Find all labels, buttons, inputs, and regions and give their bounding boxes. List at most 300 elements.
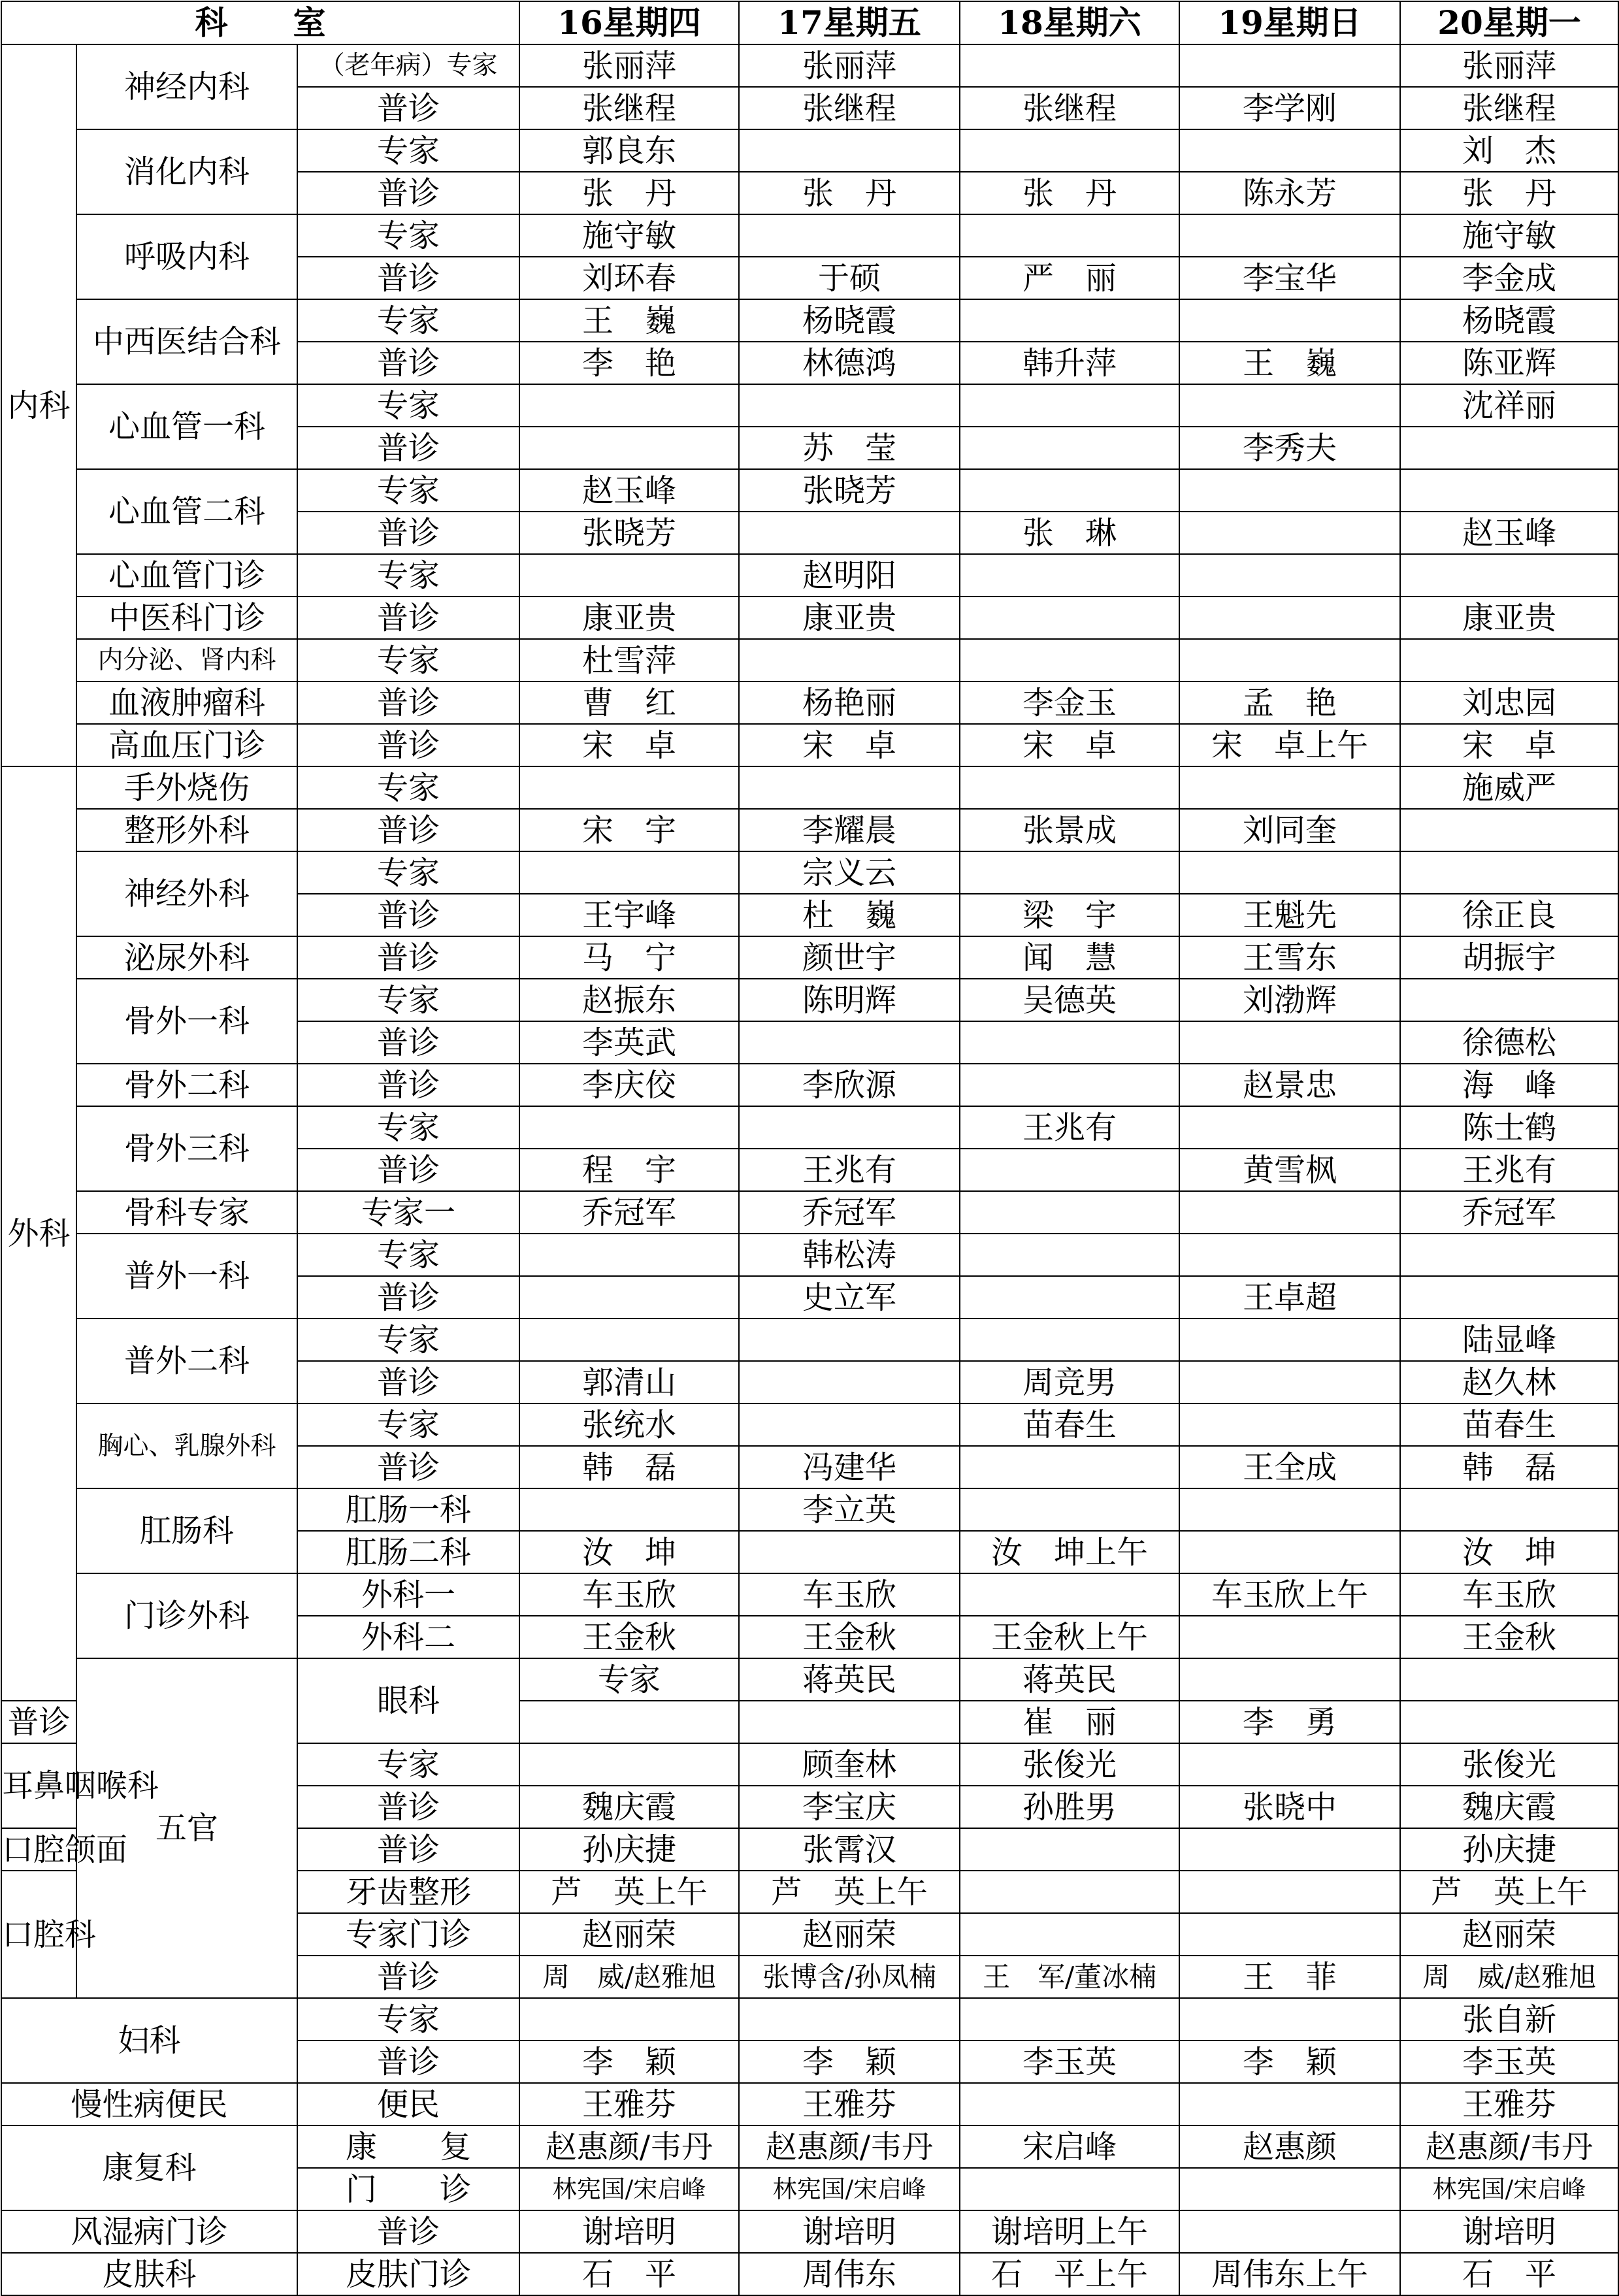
department-cell: 门诊外科 xyxy=(76,1573,297,1658)
doctor-cell xyxy=(960,129,1179,172)
schedule-body xyxy=(1,44,1618,2295)
doctor-cell: 王兆有 xyxy=(739,1149,960,1191)
doctor-cell xyxy=(739,1531,960,1573)
clinic-type-cell: 外科二 xyxy=(297,1616,519,1658)
doctor-cell xyxy=(519,1106,739,1149)
doctor-cell xyxy=(960,1828,1179,1871)
doctor-cell: 李宝庆 xyxy=(739,1786,960,1828)
doctor-cell: 李立英 xyxy=(739,1488,960,1531)
doctor-cell: 赵丽荣 xyxy=(739,1913,960,1956)
table-row xyxy=(1,1658,1618,1701)
doctor-cell xyxy=(1179,2083,1400,2125)
clinic-type-cell: 普诊 xyxy=(297,724,519,766)
doctor-cell xyxy=(1400,1701,1618,1743)
doctor-cell xyxy=(960,1913,1179,1956)
doctor-cell xyxy=(1179,299,1400,342)
table-row xyxy=(1,851,1618,894)
doctor-cell xyxy=(519,554,739,597)
doctor-cell xyxy=(960,1234,1179,1276)
doctor-cell xyxy=(519,1276,739,1319)
doctor-cell: 李耀晨 xyxy=(739,809,960,851)
doctor-cell xyxy=(1400,1276,1618,1319)
doctor-cell: 芦 英上午 xyxy=(739,1871,960,1913)
doctor-cell xyxy=(519,384,739,427)
table-row xyxy=(1,2210,1618,2253)
doctor-cell: 张 琳 xyxy=(960,512,1179,554)
department-cell: 神经外科 xyxy=(76,851,297,936)
doctor-cell: 宋 卓 xyxy=(960,724,1179,766)
clinic-type-cell: 专家 xyxy=(297,1319,519,1361)
doctor-cell: 乔冠军 xyxy=(519,1191,739,1234)
doctor-cell xyxy=(739,1403,960,1446)
department-cell: 整形外科 xyxy=(76,809,297,851)
department-cell: 泌尿外科 xyxy=(76,936,297,979)
doctor-cell: 刘环春 xyxy=(519,257,739,299)
table-row xyxy=(1,724,1618,766)
table-row xyxy=(1,384,1618,427)
header-day-3: 18星期六 xyxy=(960,1,1179,44)
doctor-cell: 刘 杰 xyxy=(1400,129,1618,172)
department-cell: 手外烧伤 xyxy=(76,766,297,809)
doctor-cell: 王金秋 xyxy=(739,1616,960,1658)
department-cell: 高血压门诊 xyxy=(76,724,297,766)
doctor-cell xyxy=(1179,512,1400,554)
doctor-cell xyxy=(1400,1658,1618,1701)
doctor-cell: 孙胜男 xyxy=(960,1786,1179,1828)
clinic-type-cell: 牙齿整形 xyxy=(297,1871,519,1913)
clinic-type-cell: 普诊 xyxy=(297,427,519,469)
doctor-cell xyxy=(1400,639,1618,681)
doctor-cell: 谢培明上午 xyxy=(960,2210,1179,2253)
clinic-type-cell: 普诊 xyxy=(297,2210,519,2253)
doctor-cell: 蒋英民 xyxy=(960,1658,1179,1701)
clinic-type-cell: 普诊 xyxy=(297,87,519,129)
clinic-type-cell: 普诊 xyxy=(297,257,519,299)
doctor-cell: 芦 英上午 xyxy=(519,1871,739,1913)
doctor-cell xyxy=(1179,1488,1400,1531)
header-dept: 科 室 xyxy=(1,1,519,44)
doctor-cell: 李秀夫 xyxy=(1179,427,1400,469)
department-cell: 耳鼻咽喉科 xyxy=(1,1743,76,1828)
department-cell: 普外二科 xyxy=(76,1319,297,1403)
doctor-cell xyxy=(1179,1191,1400,1234)
doctor-cell: 宗义云 xyxy=(739,851,960,894)
department-cell: 骨外二科 xyxy=(76,1064,297,1106)
clinic-type-cell: 专家 xyxy=(297,214,519,257)
doctor-cell: 林德鸿 xyxy=(739,342,960,384)
clinic-type-cell: 专家 xyxy=(297,554,519,597)
doctor-cell: 李庆佼 xyxy=(519,1064,739,1106)
doctor-cell xyxy=(960,1998,1179,2041)
header-day-4: 19星期日 xyxy=(1179,1,1400,44)
doctor-cell: 王全成 xyxy=(1179,1446,1400,1488)
doctor-cell xyxy=(739,1319,960,1361)
doctor-cell: 王 菲 xyxy=(1179,1956,1400,1998)
header-day-1: 16星期四 xyxy=(519,1,739,44)
doctor-cell: 张俊光 xyxy=(1400,1743,1618,1786)
category-cell: 外科 xyxy=(1,766,76,1701)
doctor-cell xyxy=(1400,809,1618,851)
doctor-cell: 张晓中 xyxy=(1179,1786,1400,1828)
doctor-cell: 周伟东上午 xyxy=(1179,2253,1400,2295)
doctor-cell: 周竞男 xyxy=(960,1361,1179,1403)
clinic-type-cell: 肛肠二科 xyxy=(297,1531,519,1573)
doctor-cell xyxy=(739,639,960,681)
doctor-cell: 徐正良 xyxy=(1400,894,1618,936)
doctor-cell xyxy=(1400,979,1618,1021)
doctor-cell xyxy=(1179,2168,1400,2210)
doctor-cell xyxy=(739,1998,960,2041)
doctor-cell: 赵玉峰 xyxy=(1400,512,1618,554)
doctor-cell: 陈明辉 xyxy=(739,979,960,1021)
clinic-type-cell: 普诊 xyxy=(297,1828,519,1871)
doctor-cell xyxy=(519,1319,739,1361)
doctor-cell xyxy=(1179,639,1400,681)
doctor-cell: 杨晓霞 xyxy=(739,299,960,342)
doctor-cell: 李 颖 xyxy=(519,2041,739,2083)
clinic-type-cell: 专家 xyxy=(297,1106,519,1149)
doctor-cell xyxy=(960,766,1179,809)
table-row xyxy=(1,1403,1618,1446)
clinic-type-cell: 普诊 xyxy=(297,597,519,639)
doctor-cell: 周伟东 xyxy=(739,2253,960,2295)
clinic-schedule-table xyxy=(1,1,1619,2296)
doctor-cell xyxy=(739,512,960,554)
doctor-cell: 杨艳丽 xyxy=(739,681,960,724)
clinic-type-cell: （老年病）专家 xyxy=(297,44,519,87)
doctor-cell: 林宪国/宋启峰 xyxy=(1400,2168,1618,2210)
table-row xyxy=(1,1106,1618,1149)
clinic-type-cell: 专家 xyxy=(519,1658,739,1701)
doctor-cell: 车玉欣 xyxy=(739,1573,960,1616)
doctor-cell xyxy=(960,299,1179,342)
clinic-type-cell: 普诊 xyxy=(297,1276,519,1319)
doctor-cell: 王 巍 xyxy=(519,299,739,342)
doctor-cell xyxy=(1179,1871,1400,1913)
doctor-cell xyxy=(960,1149,1179,1191)
doctor-cell xyxy=(960,1064,1179,1106)
doctor-cell: 刘同奎 xyxy=(1179,809,1400,851)
doctor-cell: 谢培明 xyxy=(519,2210,739,2253)
doctor-cell: 宋 宇 xyxy=(519,809,739,851)
doctor-cell: 陆显峰 xyxy=(1400,1319,1618,1361)
doctor-cell xyxy=(1179,1319,1400,1361)
department-cell: 心血管二科 xyxy=(76,469,297,554)
doctor-cell xyxy=(1179,554,1400,597)
doctor-cell: 韩 磊 xyxy=(519,1446,739,1488)
clinic-type-cell: 普诊 xyxy=(297,1446,519,1488)
department-cell: 眼科 xyxy=(297,1658,519,1743)
doctor-cell xyxy=(1179,1021,1400,1064)
table-row xyxy=(1,1191,1618,1234)
doctor-cell: 宋 卓 xyxy=(739,724,960,766)
table-row xyxy=(1,809,1618,851)
doctor-cell: 梁 宇 xyxy=(960,894,1179,936)
doctor-cell: 郭良东 xyxy=(519,129,739,172)
doctor-cell: 韩升萍 xyxy=(960,342,1179,384)
doctor-cell: 张景成 xyxy=(960,809,1179,851)
doctor-cell xyxy=(960,1191,1179,1234)
doctor-cell: 颜世宇 xyxy=(739,936,960,979)
doctor-cell: 石 平上午 xyxy=(960,2253,1179,2295)
clinic-type-cell: 普诊 xyxy=(1,1701,76,1743)
doctor-cell: 王雅芬 xyxy=(739,2083,960,2125)
doctor-cell xyxy=(739,214,960,257)
doctor-cell: 赵久林 xyxy=(1400,1361,1618,1403)
doctor-cell: 康亚贵 xyxy=(1400,597,1618,639)
doctor-cell: 赵丽荣 xyxy=(1400,1913,1618,1956)
clinic-type-cell: 普诊 xyxy=(297,172,519,214)
doctor-cell: 陈亚辉 xyxy=(1400,342,1618,384)
doctor-cell: 陈永芳 xyxy=(1179,172,1400,214)
clinic-type-cell: 专家 xyxy=(297,1998,519,2041)
doctor-cell: 张俊光 xyxy=(960,1743,1179,1786)
doctor-cell: 车玉欣 xyxy=(519,1573,739,1616)
doctor-cell xyxy=(1179,1403,1400,1446)
doctor-cell: 王雅芬 xyxy=(1400,2083,1618,2125)
doctor-cell: 闻 慧 xyxy=(960,936,1179,979)
doctor-cell: 赵惠颜/韦丹 xyxy=(1400,2125,1618,2168)
table-row xyxy=(1,936,1618,979)
doctor-cell: 汝 坤 xyxy=(519,1531,739,1573)
doctor-cell: 王 军/董冰楠 xyxy=(960,1956,1179,1998)
department-cell: 骨外三科 xyxy=(76,1106,297,1191)
doctor-cell xyxy=(739,1021,960,1064)
doctor-cell: 张丽萍 xyxy=(739,44,960,87)
table-row xyxy=(1,1573,1618,1616)
doctor-cell xyxy=(960,427,1179,469)
doctor-cell xyxy=(739,129,960,172)
table-row xyxy=(1,129,1618,172)
doctor-cell xyxy=(1179,1234,1400,1276)
doctor-cell: 王兆有 xyxy=(1400,1149,1618,1191)
table-row xyxy=(1,2125,1618,2168)
clinic-type-cell: 普诊 xyxy=(297,512,519,554)
department-cell: 心血管一科 xyxy=(76,384,297,469)
doctor-cell: 李 颖 xyxy=(1179,2041,1400,2083)
table-row xyxy=(1,639,1618,681)
clinic-type-cell: 专家 xyxy=(297,639,519,681)
doctor-cell xyxy=(960,851,1179,894)
doctor-cell: 李 勇 xyxy=(1179,1701,1400,1743)
doctor-cell: 张晓芳 xyxy=(739,469,960,512)
doctor-cell xyxy=(519,1701,739,1743)
department-cell: 中医科门诊 xyxy=(76,597,297,639)
department-cell: 肛肠科 xyxy=(76,1488,297,1573)
doctor-cell: 程 宇 xyxy=(519,1149,739,1191)
header-day-5: 20星期一 xyxy=(1400,1,1618,44)
doctor-cell: 王雪东 xyxy=(1179,936,1400,979)
doctor-cell: 宋启峰 xyxy=(960,2125,1179,2168)
doctor-cell xyxy=(519,851,739,894)
department-cell: 妇科 xyxy=(1,1998,297,2083)
clinic-type-cell: 专家 xyxy=(297,299,519,342)
doctor-cell: 沈祥丽 xyxy=(1400,384,1618,427)
doctor-cell xyxy=(739,1106,960,1149)
clinic-type-cell: 普诊 xyxy=(297,1361,519,1403)
table-row xyxy=(1,1064,1618,1106)
department-cell: 口腔颌面 xyxy=(1,1828,76,1871)
clinic-type-cell: 康 复 xyxy=(297,2125,519,2168)
doctor-cell: 张自新 xyxy=(1400,1998,1618,2041)
clinic-type-cell: 专家 xyxy=(297,384,519,427)
doctor-cell: 张继程 xyxy=(1400,87,1618,129)
doctor-cell: 王卓超 xyxy=(1179,1276,1400,1319)
doctor-cell: 陈士鹤 xyxy=(1400,1106,1618,1149)
doctor-cell: 赵惠颜/韦丹 xyxy=(519,2125,739,2168)
doctor-cell xyxy=(739,766,960,809)
doctor-cell: 赵玉峰 xyxy=(519,469,739,512)
table-row xyxy=(1,979,1618,1021)
doctor-cell: 谢培明 xyxy=(739,2210,960,2253)
doctor-cell: 车玉欣上午 xyxy=(1179,1573,1400,1616)
doctor-cell xyxy=(1179,1743,1400,1786)
doctor-cell xyxy=(1400,427,1618,469)
doctor-cell: 宋 卓上午 xyxy=(1179,724,1400,766)
clinic-type-cell: 专家 xyxy=(297,1743,519,1786)
clinic-type-cell: 外科一 xyxy=(297,1573,519,1616)
doctor-cell xyxy=(519,1998,739,2041)
doctor-cell: 宋 卓 xyxy=(519,724,739,766)
clinic-type-cell: 普诊 xyxy=(297,1064,519,1106)
table-row xyxy=(1,2083,1618,2125)
doctor-cell: 王宇峰 xyxy=(519,894,739,936)
doctor-cell xyxy=(1179,1658,1400,1701)
table-row xyxy=(1,1319,1618,1361)
department-cell: 风湿病门诊 xyxy=(1,2210,297,2253)
doctor-cell: 赵丽荣 xyxy=(519,1913,739,1956)
doctor-cell xyxy=(960,1319,1179,1361)
doctor-cell: 张丽萍 xyxy=(1400,44,1618,87)
clinic-type-cell: 普诊 xyxy=(297,936,519,979)
doctor-cell: 李金玉 xyxy=(960,681,1179,724)
doctor-cell: 张继程 xyxy=(519,87,739,129)
clinic-type-cell: 专家 xyxy=(297,766,519,809)
doctor-cell xyxy=(1179,1531,1400,1573)
doctor-cell xyxy=(519,1234,739,1276)
table-row xyxy=(1,44,1618,87)
doctor-cell: 施守敏 xyxy=(519,214,739,257)
doctor-cell: 赵惠颜/韦丹 xyxy=(739,2125,960,2168)
clinic-type-cell: 普诊 xyxy=(297,681,519,724)
doctor-cell: 林宪国/宋启峰 xyxy=(519,2168,739,2210)
doctor-cell xyxy=(960,214,1179,257)
doctor-cell xyxy=(1400,469,1618,512)
table-row xyxy=(1,1998,1618,2041)
doctor-cell: 李玉英 xyxy=(960,2041,1179,2083)
doctor-cell xyxy=(1400,1488,1618,1531)
doctor-cell xyxy=(1179,1106,1400,1149)
clinic-type-cell: 普诊 xyxy=(297,2041,519,2083)
department-cell: 普外一科 xyxy=(76,1234,297,1319)
doctor-cell: 孙庆捷 xyxy=(1400,1828,1618,1871)
doctor-cell: 于硕 xyxy=(739,257,960,299)
clinic-type-cell: 普诊 xyxy=(297,809,519,851)
doctor-cell xyxy=(739,384,960,427)
doctor-cell: 李 艳 xyxy=(519,342,739,384)
doctor-cell: 苗春生 xyxy=(960,1403,1179,1446)
doctor-cell: 胡振宇 xyxy=(1400,936,1618,979)
doctor-cell: 石 平 xyxy=(519,2253,739,2295)
doctor-cell: 曹 红 xyxy=(519,681,739,724)
doctor-cell xyxy=(960,1276,1179,1319)
doctor-cell xyxy=(1179,1361,1400,1403)
clinic-type-cell: 普诊 xyxy=(297,894,519,936)
doctor-cell xyxy=(1179,384,1400,427)
doctor-cell xyxy=(519,1488,739,1531)
doctor-cell xyxy=(960,1573,1179,1616)
table-row xyxy=(1,469,1618,512)
doctor-cell: 苗春生 xyxy=(1400,1403,1618,1446)
clinic-type-cell: 专家门诊 xyxy=(297,1913,519,1956)
clinic-type-cell: 肛肠一科 xyxy=(297,1488,519,1531)
table-row xyxy=(1,2253,1618,2295)
doctor-cell: 王金秋 xyxy=(519,1616,739,1658)
doctor-cell xyxy=(1179,851,1400,894)
doctor-cell: 周 威/赵雅旭 xyxy=(1400,1956,1618,1998)
doctor-cell: 汝 坤 xyxy=(1400,1531,1618,1573)
doctor-cell xyxy=(1179,469,1400,512)
department-cell: 皮肤科 xyxy=(1,2253,297,2295)
doctor-cell: 严 丽 xyxy=(960,257,1179,299)
clinic-type-cell: 专家 xyxy=(297,1403,519,1446)
department-cell: 血液肿瘤科 xyxy=(76,681,297,724)
department-cell: 慢性病便民 xyxy=(1,2083,297,2125)
doctor-cell xyxy=(960,44,1179,87)
doctor-cell: 王雅芬 xyxy=(519,2083,739,2125)
doctor-cell: 张 丹 xyxy=(960,172,1179,214)
doctor-cell xyxy=(1179,597,1400,639)
doctor-cell xyxy=(960,1871,1179,1913)
department-cell: 心血管门诊 xyxy=(76,554,297,597)
doctor-cell xyxy=(739,1361,960,1403)
clinic-type-cell: 普诊 xyxy=(297,1021,519,1064)
clinic-type-cell: 专家 xyxy=(297,979,519,1021)
doctor-cell: 乔冠军 xyxy=(1400,1191,1618,1234)
doctor-cell xyxy=(1179,1616,1400,1658)
clinic-type-cell: 便民 xyxy=(297,2083,519,2125)
category-cell: 五官 xyxy=(76,1658,297,1998)
department-cell: 康复科 xyxy=(1,2125,297,2210)
doctor-cell: 冯建华 xyxy=(739,1446,960,1488)
table-row xyxy=(1,681,1618,724)
doctor-cell: 张继程 xyxy=(739,87,960,129)
doctor-cell xyxy=(1179,44,1400,87)
doctor-cell: 宋 卓 xyxy=(1400,724,1618,766)
doctor-cell: 车玉欣 xyxy=(1400,1573,1618,1616)
doctor-cell: 魏庆霞 xyxy=(519,1786,739,1828)
doctor-cell: 张 丹 xyxy=(739,172,960,214)
doctor-cell: 崔 丽 xyxy=(960,1701,1179,1743)
doctor-cell: 刘忠园 xyxy=(1400,681,1618,724)
doctor-cell xyxy=(960,639,1179,681)
doctor-cell: 赵明阳 xyxy=(739,554,960,597)
doctor-cell xyxy=(519,1743,739,1786)
doctor-cell: 康亚贵 xyxy=(519,597,739,639)
doctor-cell xyxy=(1179,766,1400,809)
doctor-cell: 李玉英 xyxy=(1400,2041,1618,2083)
doctor-cell: 张晓芳 xyxy=(519,512,739,554)
category-cell: 内科 xyxy=(1,44,76,766)
doctor-cell: 张霄汉 xyxy=(739,1828,960,1871)
clinic-type-cell: 专家一 xyxy=(297,1191,519,1234)
department-cell: 呼吸内科 xyxy=(76,214,297,299)
doctor-cell: 张博含/孙凤楠 xyxy=(739,1956,960,1998)
doctor-cell: 顾奎林 xyxy=(739,1743,960,1786)
clinic-type-cell: 普诊 xyxy=(297,1786,519,1828)
doctor-cell: 张丽萍 xyxy=(519,44,739,87)
table-row xyxy=(1,1488,1618,1531)
